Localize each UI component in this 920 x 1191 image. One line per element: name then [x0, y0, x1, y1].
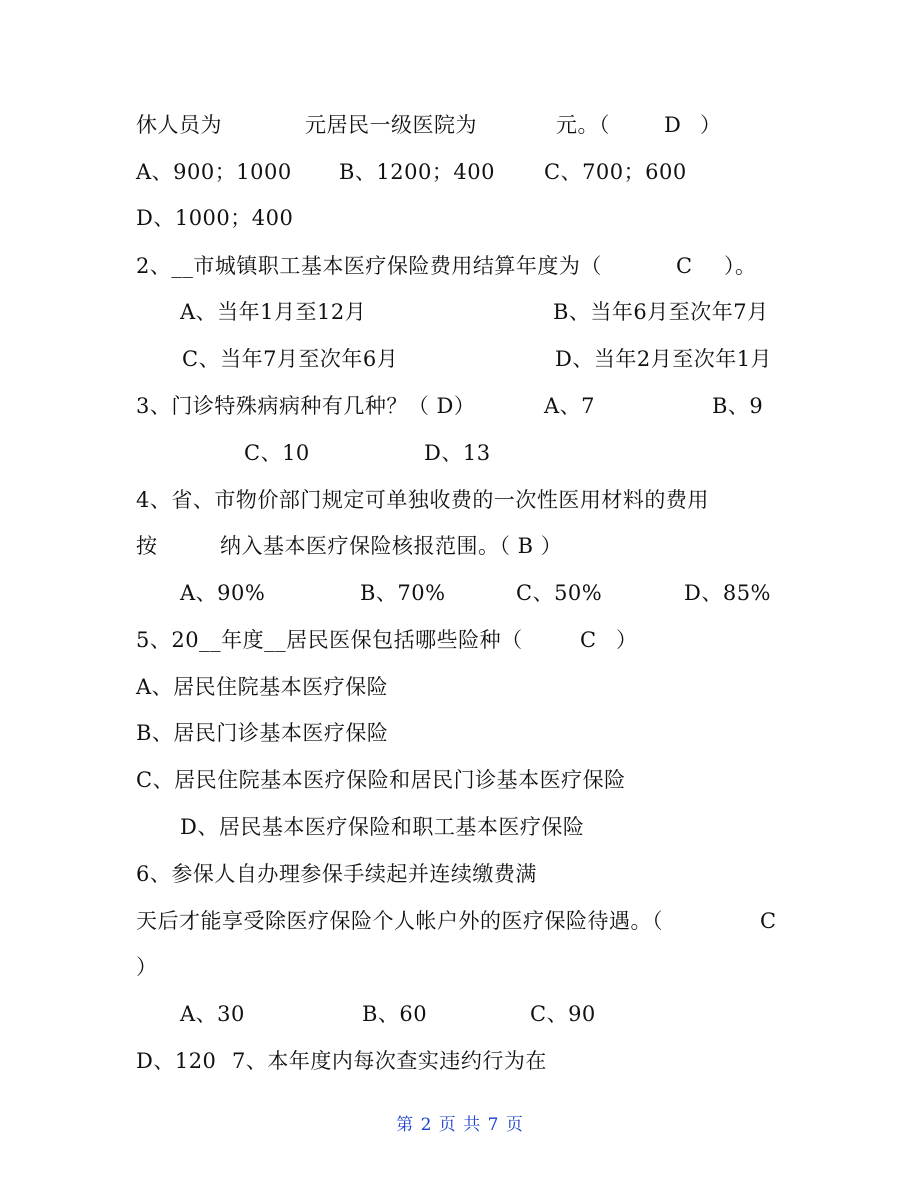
text-line	[0, 577, 772, 609]
text-segment: 休人员为	[136, 113, 222, 137]
answer-letter: C	[676, 254, 693, 278]
text-segment: ）	[616, 628, 638, 652]
option-d: D、85%	[684, 581, 772, 605]
text-line	[0, 717, 389, 749]
text-line	[0, 671, 389, 703]
question-text: 2、__市城镇职工基本医疗保险费用结算年度为（	[136, 254, 602, 278]
question-text: 6、参保人自办理参保手续起并连续缴费满	[136, 862, 537, 886]
option-a: A、900；1000	[136, 160, 292, 184]
option-c: C、700；600	[544, 160, 687, 184]
text-line	[0, 905, 777, 937]
option-b: B、当年6月至次年7月	[553, 300, 769, 324]
text-segment: ）	[136, 955, 158, 979]
text-line	[0, 343, 773, 375]
question-text: 4、省、市物价部门规定可单独收费的一次性医用材料的费用	[136, 488, 709, 512]
option-d: D、13	[424, 441, 491, 465]
text-line	[0, 951, 158, 983]
text-line	[0, 296, 769, 328]
option-d: D、120	[136, 1049, 217, 1073]
page-number-footer: 第 2 页 共 7 页	[396, 1115, 524, 1135]
option-a: A、90%	[180, 581, 266, 605]
text-line	[0, 998, 596, 1030]
text-line	[0, 764, 626, 796]
question-line	[0, 484, 709, 516]
text-line	[0, 530, 563, 562]
question-line	[0, 858, 537, 890]
option-a: A、7	[544, 394, 596, 418]
question-text: 3、门诊特殊病病种有几种？（ D）	[136, 394, 476, 418]
answer-letter: D	[664, 113, 682, 137]
option-a: A、当年1月至12月	[180, 300, 367, 324]
text-segment: 元居民一级医院为	[305, 113, 477, 137]
text-segment: 元。（	[556, 113, 610, 137]
option-b: B、60	[362, 1002, 428, 1026]
answer-letter: C	[760, 909, 777, 933]
text-line	[0, 109, 722, 141]
option-b: B、9	[712, 394, 764, 418]
option-c: C、当年7月至次年6月	[182, 347, 399, 371]
text-segment: 天后才能享受除医疗保险个人帐户外的医疗保险待遇。（	[136, 909, 663, 933]
answer-letter: C	[580, 628, 597, 652]
text-line	[0, 811, 585, 843]
text-line	[0, 156, 687, 188]
text-segment: 按	[136, 534, 158, 558]
text-line	[0, 1045, 547, 1077]
option-c: C、90	[530, 1002, 596, 1026]
option-c: C、居民住院基本医疗保险和居民门诊基本医疗保险	[136, 768, 626, 792]
option-c: C、50%	[516, 581, 603, 605]
text-line	[0, 437, 491, 469]
option-c: C、10	[244, 441, 310, 465]
option-d: D、当年2月至次年1月	[555, 347, 773, 371]
question-line	[0, 390, 764, 422]
option-b: B、70%	[360, 581, 446, 605]
text-line	[0, 202, 294, 234]
question-text: 7、本年度内每次查实违约行为在	[232, 1049, 547, 1073]
option-d: D、1000；400	[136, 206, 294, 230]
text-segment: ）。	[724, 254, 757, 278]
option-b: B、1200；400	[339, 160, 495, 184]
option-a: A、30	[180, 1002, 245, 1026]
option-b: B、居民门诊基本医疗保险	[136, 721, 389, 745]
question-line	[0, 624, 638, 656]
question-text: 5、20__年度__居民医保包括哪些险种（	[136, 628, 523, 652]
question-line	[0, 250, 757, 282]
option-d: D、居民基本医疗保险和职工基本医疗保险	[180, 815, 585, 839]
text-segment: ）	[700, 113, 722, 137]
text-segment: 纳入基本医疗保险核报范围。（ B ）	[220, 534, 563, 558]
option-a: A、居民住院基本医疗保险	[136, 675, 389, 699]
